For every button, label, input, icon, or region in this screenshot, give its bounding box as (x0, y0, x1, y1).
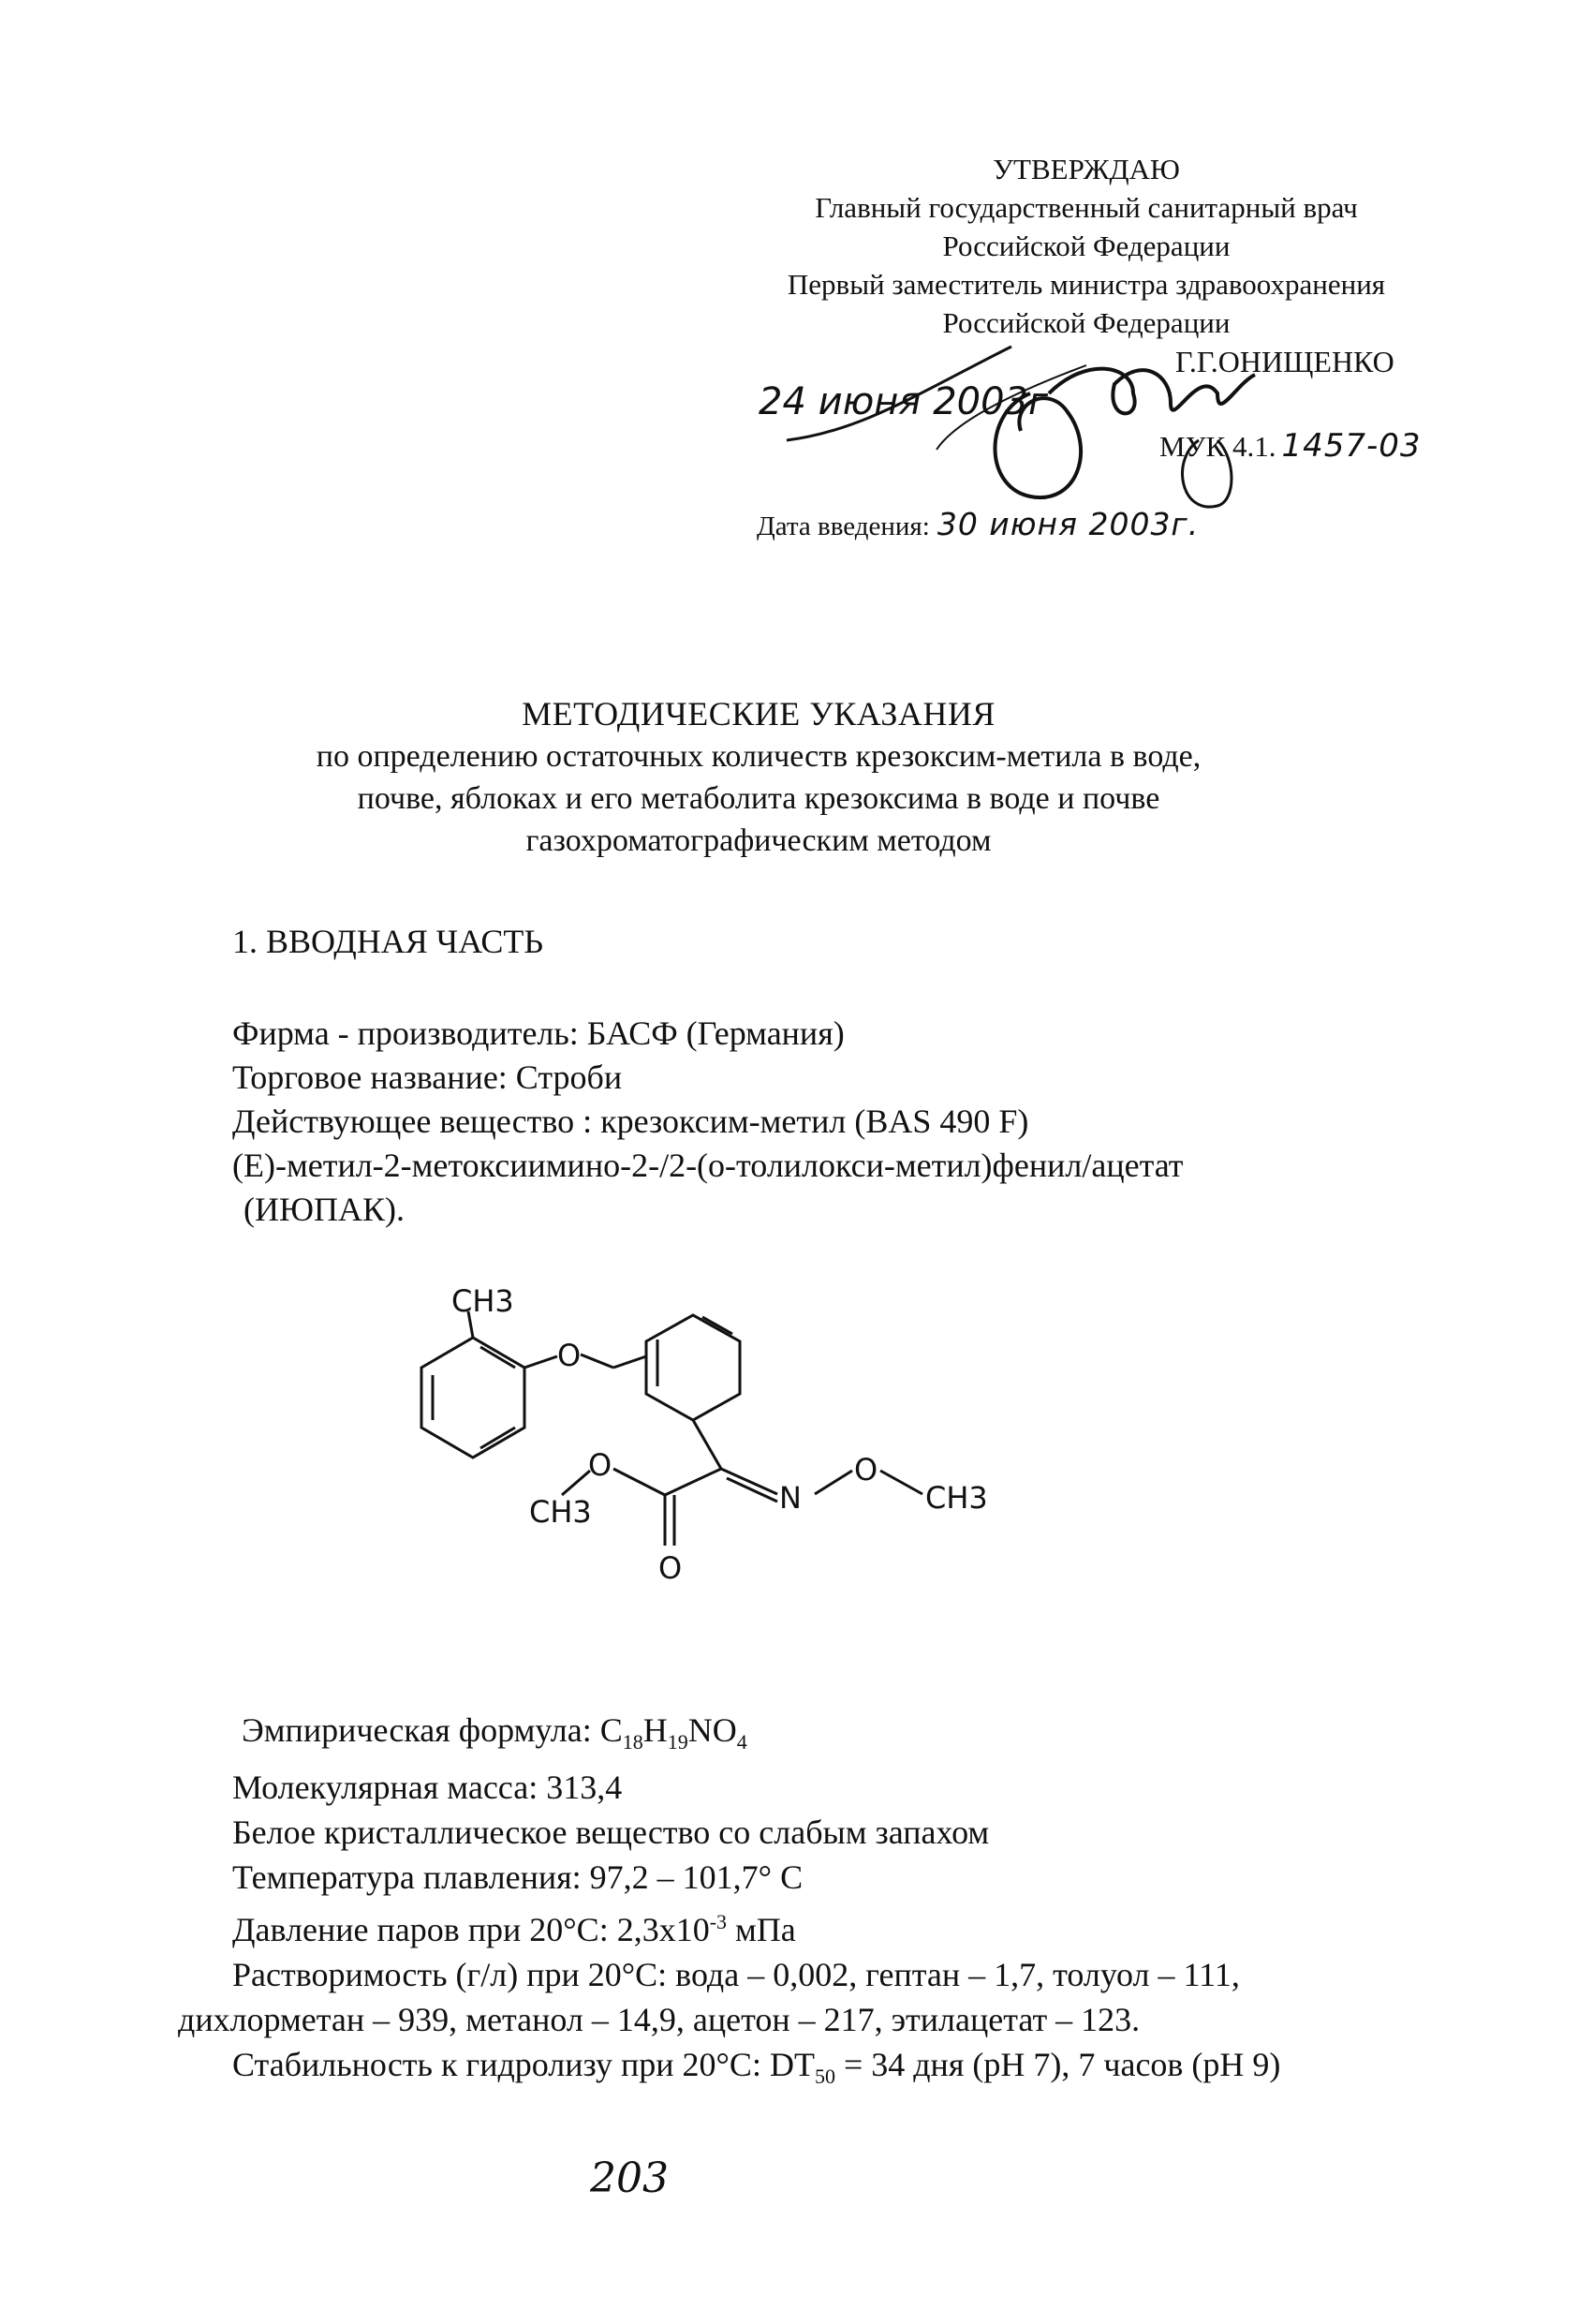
iupac-name: (E)-метил-2-метоксиимино-2-/2-(о-толилокси-метил)фенил/ацетат (232, 1147, 1184, 1184)
empirical-formula: Эмпирическая формула: $C_{18}H_{19}NO_4$ (242, 1711, 747, 1754)
date-label: Дата введения: (757, 511, 930, 541)
muk-designation (1159, 427, 1422, 465)
approval-line-1: Главный государственный санитарный врач (815, 191, 1358, 224)
label-o-oxime: O (854, 1452, 878, 1488)
signature-stamp (730, 328, 1386, 515)
date-value: 30 июня 2003г. (937, 506, 1200, 542)
title-main: МЕТОДИЧЕСКИЕ УКАЗАНИЯ (522, 695, 996, 733)
approval-block (712, 150, 1461, 342)
label-o-ether: O (557, 1338, 582, 1373)
appearance: Белое кристаллическое вещество со слабым запахом (232, 1813, 990, 1852)
title-sub-1: по определению остаточных количеств крезоксим-метила в воде, (316, 739, 1202, 774)
active-substance: Действующее вещество : крезоксим-метил (BAS 490 F) (232, 1103, 1029, 1140)
chemical-structure (375, 1283, 1049, 1667)
muk-number: 1457-03 (1281, 427, 1422, 465)
page-number: 203 (590, 2154, 669, 2202)
label-o-ester: O (588, 1447, 612, 1483)
section-heading: 1. ВВОДНАЯ ЧАСТЬ (232, 923, 544, 960)
approval-line-4: Российской Федерации (942, 306, 1231, 339)
solubility-line-1: Растворимость (г/л) при 20°C: вода – 0,002, гептан – 1,7, толуол – 111, (232, 1956, 1240, 1994)
approval-heading: УТВЕРЖДАЮ (993, 153, 1180, 185)
introduction-date (757, 506, 1199, 542)
handwritten-date: 24 июня 2003г (759, 380, 1049, 423)
muk-prefix: МУК 4.1. (1159, 430, 1276, 463)
solubility-line-2: дихлорметан – 939, метанол – 14,9, ацетон – 217, этилацетат – 123. (178, 2001, 1141, 2039)
approval-line-3: Первый заместитель министра здравоохранения (787, 268, 1386, 301)
title-sub-2: почве, яблоках и его метаболита крезоксима в воде и почве (357, 781, 1160, 816)
vapor-pressure: Давление паров при 20°C: $2,3x10^{-3}$ мПа (232, 1910, 796, 1949)
label-o-carbonyl: O (658, 1550, 683, 1586)
manufacturer: Фирма - производитель: БАСФ (Германия) (232, 1014, 845, 1052)
molecular-mass: Молекулярная масса: 313,4 (232, 1769, 623, 1807)
title-sub-3: газохроматографическим методом (525, 823, 992, 858)
melting-point: Температура плавления: 97,2 – 101,7° C (232, 1858, 804, 1897)
label-ch3-ester: CH3 (529, 1494, 592, 1530)
document-title (131, 693, 1386, 862)
label-n: N (779, 1480, 802, 1516)
label-ch3-oxime: CH3 (925, 1480, 988, 1516)
physical-properties (178, 1708, 1470, 2099)
approval-line-2: Российской Федерации (942, 229, 1231, 262)
product-info (232, 1012, 1184, 1232)
approver-name: Г.Г.ОНИЩЕНКО (1175, 345, 1394, 378)
hydrolysis-stability: Стабильность к гидролизу при 20°C: $DT_{50} = 34$ дня (pH 7), 7 часов (pH 9) (232, 2046, 1281, 2089)
iupac-label: (ИЮПАК). (243, 1191, 405, 1228)
label-ch3-top: CH3 (451, 1283, 514, 1319)
trade-name: Торговое название: Строби (232, 1058, 623, 1096)
